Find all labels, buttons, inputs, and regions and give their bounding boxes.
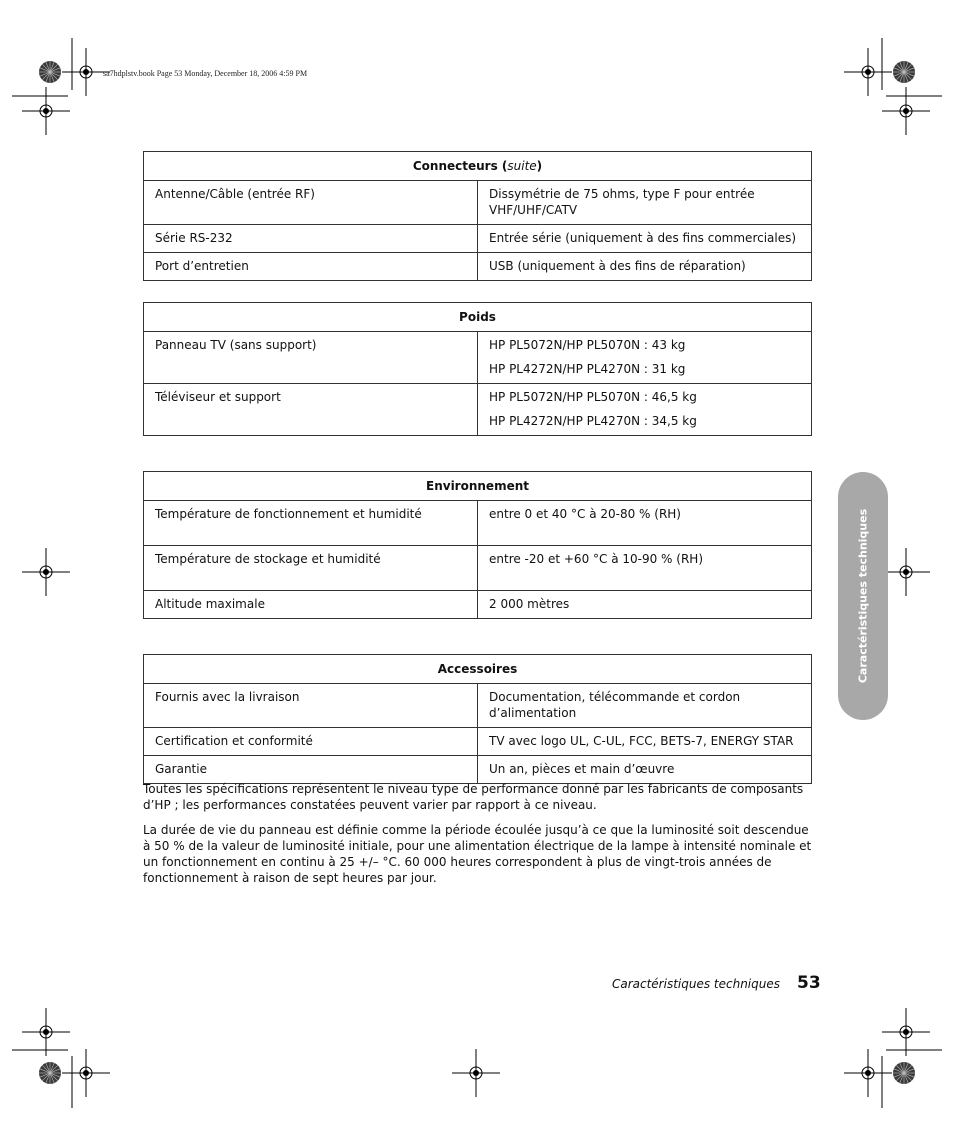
row-value bbox=[478, 332, 812, 384]
table-row bbox=[144, 684, 812, 728]
connecteurs-table bbox=[143, 151, 812, 281]
row-label: Antenne/Câble (entrée RF) bbox=[144, 181, 478, 225]
row-value bbox=[478, 384, 812, 436]
row-label: Température de fonctionnement et humidité bbox=[144, 501, 478, 546]
row-value: USB (uniquement à des fins de réparation) bbox=[478, 253, 812, 281]
value-line: HP PL5072N/HP PL5070N : 46,5 kg bbox=[489, 390, 697, 404]
row-label: Série RS-232 bbox=[144, 225, 478, 253]
row-value: Entrée série (uniquement à des fins commerciales) bbox=[478, 225, 812, 253]
row-label: Certification et conformité bbox=[144, 728, 478, 756]
row-value: Documentation, télécommande et cordon d’alimentation bbox=[478, 684, 812, 728]
registration-mark bbox=[22, 548, 70, 596]
row-label: Température de stockage et humidité bbox=[144, 546, 478, 591]
registration-mark bbox=[882, 1008, 930, 1056]
value-line: HP PL4272N/HP PL4270N : 34,5 kg bbox=[489, 414, 697, 428]
color-target-mark bbox=[39, 61, 61, 83]
footer-section-title: Caractéristiques techniques bbox=[611, 977, 780, 991]
table-title: Environnement bbox=[144, 472, 812, 501]
registration-mark bbox=[844, 1049, 892, 1097]
row-label: Port d’entretien bbox=[144, 253, 478, 281]
row-value: TV avec logo UL, C-UL, FCC, BETS-7, ENERGY STAR bbox=[478, 728, 812, 756]
registration-mark bbox=[882, 548, 930, 596]
accessoires-table bbox=[143, 654, 812, 784]
table-header-row bbox=[144, 303, 812, 332]
table-row bbox=[144, 384, 812, 436]
registration-mark bbox=[62, 1049, 110, 1097]
table-row bbox=[144, 728, 812, 756]
poids-table bbox=[143, 302, 812, 436]
section-side-tab bbox=[838, 472, 888, 720]
note-paragraph: La durée de vie du panneau est définie comme la période écoulée jusqu’à ce que la luminosité soit descendue à 50 % de la valeur de luminosité initiale, pour une alimentation électrique de la lampe à intensité nominale et un fonctionnement en continu à 25 +/– °C. 60 000 heures correspondent à plus de vingt-trois années de fonctionnement à raison de sept heures par jour. bbox=[143, 823, 812, 885]
row-value: entre -20 et +60 °C à 10-90 % (RH) bbox=[478, 546, 812, 591]
table-row bbox=[144, 546, 812, 591]
registration-mark bbox=[882, 87, 930, 135]
row-value: entre 0 et 40 °C à 20-80 % (RH) bbox=[478, 501, 812, 546]
print-header: sa7hdplstv.book Page 53 Monday, December 18, 2006 4:59 PM bbox=[103, 69, 308, 78]
registration-mark bbox=[22, 1008, 70, 1056]
row-value: 2 000 mètres bbox=[478, 591, 812, 619]
color-target-mark bbox=[39, 1062, 61, 1084]
table-row bbox=[144, 181, 812, 225]
table-row bbox=[144, 253, 812, 281]
page-number: 53 bbox=[797, 973, 821, 993]
environnement-table bbox=[143, 471, 812, 619]
color-target-mark bbox=[893, 61, 915, 83]
registration-mark bbox=[22, 87, 70, 135]
row-label: Panneau TV (sans support) bbox=[144, 332, 478, 384]
side-tab-label: Caractéristiques techniques bbox=[856, 508, 870, 684]
table-row bbox=[144, 225, 812, 253]
table-header-row bbox=[144, 152, 812, 181]
registration-mark bbox=[844, 48, 892, 96]
value-line: HP PL5072N/HP PL5070N : 43 kg bbox=[489, 338, 686, 352]
table-title-suffix: suite bbox=[507, 159, 537, 173]
table-title: Poids bbox=[144, 303, 812, 332]
table-row bbox=[144, 332, 812, 384]
row-label: Altitude maximale bbox=[144, 591, 478, 619]
table-title: Accessoires bbox=[144, 655, 812, 684]
table-title: Connecteurs (suite) bbox=[144, 152, 812, 181]
table-row bbox=[144, 756, 812, 784]
table-header-row bbox=[144, 472, 812, 501]
table-header-row bbox=[144, 655, 812, 684]
registration-mark bbox=[452, 1049, 500, 1097]
row-label: Garantie bbox=[144, 756, 478, 784]
row-label: Téléviseur et support bbox=[144, 384, 478, 436]
value-line: HP PL4272N/HP PL4270N : 31 kg bbox=[489, 362, 686, 376]
note-paragraph: Toutes les spécifications représentent le niveau type de performance donné par les fabricants de composants d’HP ; les performances constatées peuvent varier par rapport à ce niveau. bbox=[143, 782, 804, 812]
color-target-mark bbox=[893, 1062, 915, 1084]
row-label: Fournis avec la livraison bbox=[144, 684, 478, 728]
row-value: Dissymétrie de 75 ohms, type F pour entrée VHF/UHF/CATV bbox=[478, 181, 812, 225]
table-row bbox=[144, 591, 812, 619]
row-value: Un an, pièces et main d’œuvre bbox=[478, 756, 812, 784]
table-row bbox=[144, 501, 812, 546]
